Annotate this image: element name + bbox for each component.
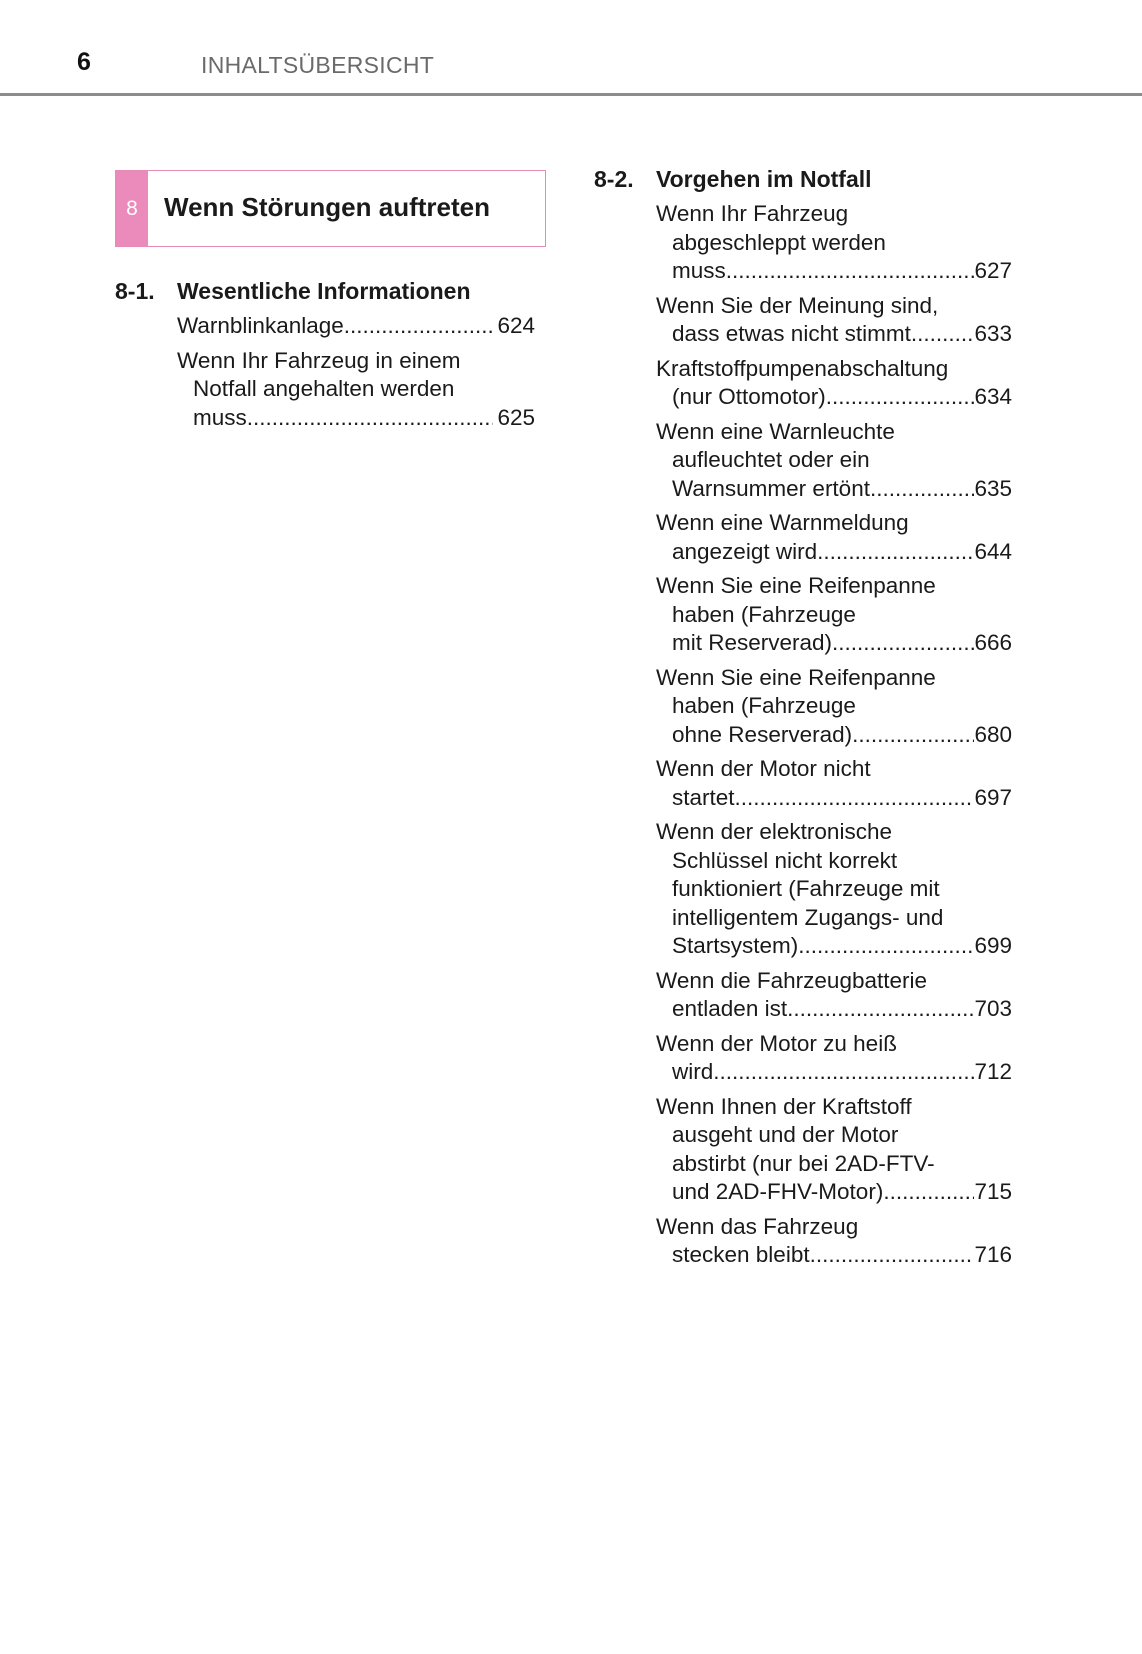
page-number: 6 bbox=[77, 48, 91, 76]
toc-entry-text: Warnsummer ertönt bbox=[672, 475, 870, 501]
toc-entry-text: dass etwas nicht stimmt bbox=[672, 321, 911, 346]
toc-entry[interactable] bbox=[656, 418, 1012, 504]
dot-leader bbox=[344, 312, 494, 341]
toc-entry[interactable] bbox=[656, 755, 1012, 812]
toc-section-8-2 bbox=[594, 166, 1012, 1276]
toc-entry-last-line bbox=[656, 629, 1012, 658]
dot-leader bbox=[798, 932, 974, 961]
page-ref[interactable]: 703 bbox=[974, 996, 1012, 1021]
dot-leader bbox=[787, 995, 974, 1024]
page-ref[interactable]: 634 bbox=[974, 384, 1012, 409]
toc-entry-text: entladen ist bbox=[672, 996, 788, 1021]
toc-entry[interactable] bbox=[656, 967, 1012, 1024]
dot-leader bbox=[726, 257, 975, 286]
toc-entry-text: Wenn der Motor zu heiß bbox=[656, 1030, 897, 1056]
section-number: 8-1. bbox=[115, 278, 155, 304]
page-ref[interactable]: 666 bbox=[974, 630, 1012, 655]
page-ref[interactable]: 624 bbox=[497, 313, 535, 338]
toc-entry[interactable] bbox=[656, 572, 1012, 658]
dot-leader bbox=[826, 383, 975, 412]
toc-entry-text: muss bbox=[193, 404, 247, 430]
toc-entry[interactable] bbox=[656, 1213, 1012, 1270]
toc-entry[interactable] bbox=[656, 355, 1012, 412]
toc-entry-text: haben (Fahrzeuge bbox=[672, 693, 856, 718]
page-ref[interactable]: 699 bbox=[974, 933, 1012, 958]
toc-entry-text: intelligentem Zugangs- und bbox=[672, 904, 944, 930]
toc-entry-text: Wenn eine Warnmeldung bbox=[656, 510, 909, 535]
toc-entry-last-line bbox=[177, 312, 535, 341]
dot-leader bbox=[911, 320, 975, 349]
toc-entry-text: Wenn Sie eine Reifenpanne bbox=[656, 664, 936, 690]
toc-entry-text: (nur Ottomotor) bbox=[672, 384, 826, 409]
toc-entry-list bbox=[656, 200, 1012, 1270]
toc-entry[interactable] bbox=[656, 509, 1012, 566]
dot-leader bbox=[870, 475, 974, 504]
page-ref[interactable]: 644 bbox=[974, 538, 1012, 564]
toc-entry-last-line bbox=[656, 257, 1012, 286]
toc-entry-text: funktioniert (Fahrzeuge mit bbox=[672, 876, 940, 901]
toc-entry-text: Wenn der Motor nicht bbox=[656, 756, 871, 781]
toc-entry-text: Startsystem) bbox=[672, 933, 799, 958]
page-ref[interactable]: 680 bbox=[974, 721, 1012, 747]
toc-entry-last-line bbox=[656, 383, 1012, 412]
toc-entry-text: startet bbox=[672, 784, 735, 810]
toc-entry-text: Wenn das Fahrzeug bbox=[656, 1213, 859, 1239]
dot-leader bbox=[817, 538, 974, 567]
header-rule bbox=[0, 93, 1142, 96]
toc-entry-list bbox=[177, 312, 535, 432]
toc-entry[interactable] bbox=[177, 347, 535, 433]
toc-entry-last-line bbox=[656, 1178, 1012, 1207]
chapter-heading-box bbox=[115, 170, 546, 247]
page-ref[interactable]: 633 bbox=[974, 321, 1012, 346]
toc-entry-last-line bbox=[656, 1241, 1012, 1270]
toc-entry[interactable] bbox=[177, 312, 535, 341]
toc-entry-text: Wenn Ihr Fahrzeug bbox=[656, 201, 849, 226]
toc-entry-text: Wenn Ihnen der Kraftstoff bbox=[656, 1093, 912, 1119]
toc-entry-last-line bbox=[656, 721, 1012, 750]
toc-entry[interactable] bbox=[656, 292, 1012, 349]
page-ref[interactable]: 697 bbox=[974, 784, 1012, 810]
toc-entry-text: ausgeht und der Motor bbox=[672, 1122, 899, 1147]
toc-entry-text: abgeschleppt werden bbox=[672, 229, 886, 255]
toc-entry[interactable] bbox=[656, 818, 1012, 961]
toc-entry-text: Kraftstoffpumpenabschaltung bbox=[656, 355, 949, 381]
section-number: 8-2. bbox=[594, 166, 634, 192]
page-ref[interactable]: 627 bbox=[974, 258, 1012, 283]
dot-leader bbox=[810, 1241, 975, 1270]
toc-entry-last-line bbox=[656, 995, 1012, 1024]
dot-leader bbox=[852, 721, 974, 750]
toc-entry[interactable] bbox=[656, 200, 1012, 286]
toc-entry-last-line bbox=[177, 404, 535, 433]
toc-entry-text: abstirbt (nur bei 2AD-FTV- bbox=[672, 1150, 935, 1176]
page-ref[interactable]: 716 bbox=[974, 1242, 1012, 1267]
toc-entry-text: Notfall angehalten werden bbox=[193, 376, 455, 401]
toc-entry-text: stecken bleibt bbox=[672, 1242, 810, 1267]
toc-entry-text: wird bbox=[672, 1059, 714, 1084]
toc-section-8-1 bbox=[115, 278, 535, 438]
toc-entry-text: Wenn Ihr Fahrzeug in einem bbox=[177, 347, 461, 373]
section-title: Vorgehen im Notfall bbox=[656, 166, 872, 192]
toc-entry-last-line bbox=[656, 1058, 1012, 1087]
page-header bbox=[0, 0, 1142, 98]
section-heading bbox=[115, 278, 535, 312]
toc-entry-text: Wenn eine Warnleuchte bbox=[656, 418, 895, 444]
dot-leader bbox=[883, 1178, 974, 1207]
page-ref[interactable]: 635 bbox=[974, 475, 1012, 501]
toc-entry-text: mit Reserverad) bbox=[672, 630, 833, 655]
toc-entry-text: haben (Fahrzeuge bbox=[672, 601, 856, 627]
toc-entry-text: Wenn Sie eine Reifenpanne bbox=[656, 573, 936, 598]
toc-entry-last-line bbox=[656, 784, 1012, 813]
toc-entry[interactable] bbox=[656, 1093, 1012, 1207]
toc-entry-last-line bbox=[656, 538, 1012, 567]
toc-entry-text: aufleuchtet oder ein bbox=[672, 447, 870, 472]
dot-leader bbox=[735, 784, 975, 813]
dot-leader bbox=[832, 629, 974, 658]
chapter-title: Wenn Störungen auftreten bbox=[164, 192, 490, 222]
section-heading bbox=[594, 166, 1012, 200]
toc-entry-last-line bbox=[656, 475, 1012, 504]
running-title: INHALTSÜBERSICHT bbox=[201, 52, 435, 78]
page-ref[interactable]: 715 bbox=[974, 1179, 1012, 1204]
toc-entry-text: Wenn der elektronische bbox=[656, 819, 892, 844]
toc-entry-text: Wenn Sie der Meinung sind, bbox=[656, 292, 939, 318]
dot-leader bbox=[247, 404, 494, 433]
toc-entry-last-line bbox=[656, 932, 1012, 961]
chapter-number-tab: 8 bbox=[116, 171, 148, 246]
dot-leader bbox=[713, 1058, 974, 1087]
page-ref[interactable]: 712 bbox=[974, 1059, 1012, 1084]
toc-entry-text: angezeigt wird bbox=[672, 538, 818, 564]
section-title: Wesentliche Informationen bbox=[177, 278, 471, 304]
page-ref[interactable]: 625 bbox=[497, 404, 535, 430]
toc-entry-text: Warnblinkanlage bbox=[177, 313, 344, 338]
toc-entry-text: Schlüssel nicht korrekt bbox=[672, 847, 898, 873]
toc-entry[interactable] bbox=[656, 1030, 1012, 1087]
toc-entry[interactable] bbox=[656, 664, 1012, 750]
toc-entry-text: muss bbox=[672, 258, 726, 283]
toc-entry-last-line bbox=[656, 320, 1012, 349]
toc-entry-text: und 2AD-FHV-Motor) bbox=[672, 1179, 884, 1204]
toc-entry-text: Wenn die Fahrzeugbatterie bbox=[656, 967, 927, 993]
toc-entry-text: ohne Reserverad) bbox=[672, 721, 853, 747]
